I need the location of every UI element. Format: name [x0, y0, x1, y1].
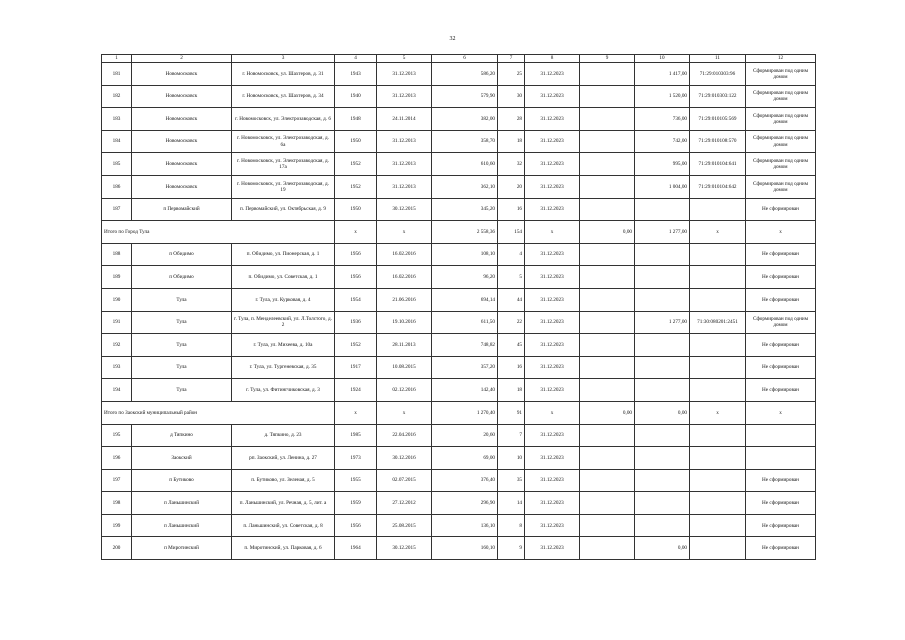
cell-address: п. Миротинский, ул. Парковая, д. 6	[232, 537, 335, 560]
cell-settlement: п Бутиково	[132, 469, 232, 492]
cell-cadastral-number: 71:29:010303:122	[690, 85, 746, 108]
column-header: 2	[132, 55, 232, 63]
subtotal-value-9: 0,00	[580, 401, 635, 424]
cell-residents: 45	[498, 334, 525, 357]
table-row	[102, 514, 816, 537]
cell-year-built: 1954	[335, 288, 377, 311]
cell-land-status: Не сформирован	[746, 198, 816, 221]
cell-row-number: 192	[102, 334, 132, 357]
subtotal-area: 1 270,40	[432, 401, 498, 424]
cell-land-area: 742,00	[635, 130, 690, 153]
cell-year-built: 1948	[335, 108, 377, 131]
subtotal-year-built: х	[335, 401, 377, 424]
cell-deadline: 31.12.2023	[525, 356, 580, 379]
table-row	[102, 424, 816, 447]
cell-cadastral-number: 71:29:010303:96	[690, 63, 746, 86]
cell-value-9	[580, 424, 635, 447]
cell-date: 22.04.2016	[377, 424, 432, 447]
cell-deadline: 31.12.2023	[525, 85, 580, 108]
cell-area: 382,00	[432, 108, 498, 131]
cell-deadline: 31.12.2023	[525, 266, 580, 289]
cell-row-number: 195	[102, 424, 132, 447]
cell-row-number: 182	[102, 85, 132, 108]
cell-address: п. Обидимо, ул. Советская, д. 1	[232, 266, 335, 289]
cell-cadastral-number	[690, 514, 746, 537]
cell-land-area: 1 277,00	[635, 311, 690, 334]
cell-date: 31.12.2013	[377, 130, 432, 153]
cell-settlement: п Ланьшинский	[132, 492, 232, 515]
cell-area: 748,82	[432, 334, 498, 357]
cell-value-9	[580, 63, 635, 86]
cell-deadline: 31.12.2023	[525, 447, 580, 470]
cell-deadline: 31.12.2023	[525, 198, 580, 221]
page-number: 32	[449, 36, 456, 42]
cell-land-area	[635, 334, 690, 357]
cell-area: 69,00	[432, 447, 498, 470]
subtotal-cadastral-number: х	[690, 221, 746, 244]
cell-land-area: 0,00	[635, 537, 690, 560]
cell-deadline: 31.12.2023	[525, 379, 580, 402]
table-row	[102, 379, 816, 402]
cell-year-built: 1955	[335, 469, 377, 492]
cell-address: п. Первомайский, ул. Октябрьская, д. 9	[232, 198, 335, 221]
table-row	[102, 288, 816, 311]
cell-land-status: Сформирован под одним домом	[746, 108, 816, 131]
cell-year-built: 1950	[335, 130, 377, 153]
table-row	[102, 63, 816, 86]
table-row	[102, 266, 816, 289]
cell-address: г. Тула, п. Менделеевский, ул. Л.Толстого, д. 2	[232, 311, 335, 334]
cell-value-9	[580, 492, 635, 515]
cell-year-built: 1952	[335, 175, 377, 198]
cell-cadastral-number: 71:30:080201:2451	[690, 311, 746, 334]
cell-date: 10.08.2015	[377, 356, 432, 379]
table-row	[102, 130, 816, 153]
cell-year-built: 1924	[335, 379, 377, 402]
cell-address: г. Тула, ул. Курковая, д. 4	[232, 288, 335, 311]
cell-cadastral-number	[690, 198, 746, 221]
cell-area: 20,60	[432, 424, 498, 447]
cell-residents: 25	[498, 63, 525, 86]
cell-settlement: Новомосковск	[132, 85, 232, 108]
cell-land-area	[635, 243, 690, 266]
cell-area: 96,20	[432, 266, 498, 289]
cell-cadastral-number	[690, 379, 746, 402]
cell-date: 19.10.2016	[377, 311, 432, 334]
cell-row-number: 183	[102, 108, 132, 131]
column-header: 9	[580, 55, 635, 63]
cell-address: г. Новомосковск, ул. Электрозаводская, д. 6	[232, 108, 335, 131]
column-header: 5	[377, 55, 432, 63]
cell-land-area	[635, 514, 690, 537]
subtotal-date: х	[377, 221, 432, 244]
cell-value-9	[580, 130, 635, 153]
cell-value-9	[580, 108, 635, 131]
cell-value-9	[580, 334, 635, 357]
cell-residents: 14	[498, 492, 525, 515]
cell-date: 02.07.2015	[377, 469, 432, 492]
cell-address: д. Тяпкино, д. 23	[232, 424, 335, 447]
column-header: 11	[690, 55, 746, 63]
cell-date: 24.11.2014	[377, 108, 432, 131]
cell-residents: 32	[498, 153, 525, 176]
cell-area: 358,70	[432, 130, 498, 153]
cell-row-number: 181	[102, 63, 132, 86]
cell-cadastral-number	[690, 288, 746, 311]
cell-year-built: 1952	[335, 334, 377, 357]
cell-deadline: 31.12.2023	[525, 311, 580, 334]
cell-value-9	[580, 356, 635, 379]
cell-year-built: 1940	[335, 85, 377, 108]
column-header: 6	[432, 55, 498, 63]
cell-date: 28.11.2013	[377, 334, 432, 357]
cell-cadastral-number	[690, 424, 746, 447]
cell-deadline: 31.12.2023	[525, 334, 580, 357]
cell-area: 160,10	[432, 537, 498, 560]
subtotal-land-area: 1 277,00	[635, 221, 690, 244]
subtotal-date: х	[377, 401, 432, 424]
cell-area: 296,90	[432, 492, 498, 515]
cell-area: 142,40	[432, 379, 498, 402]
cell-land-area	[635, 288, 690, 311]
cell-land-area	[635, 198, 690, 221]
table-row	[102, 334, 816, 357]
cell-settlement: Тула	[132, 288, 232, 311]
cell-residents: 7	[498, 424, 525, 447]
cell-date: 31.12.2013	[377, 175, 432, 198]
cell-row-number: 199	[102, 514, 132, 537]
column-header: 12	[746, 55, 816, 63]
table-row	[102, 153, 816, 176]
cell-residents: 35	[498, 469, 525, 492]
cell-residents: 30	[498, 85, 525, 108]
subtotal-year-built: х	[335, 221, 377, 244]
cell-address: г. Тула, ул. Тургеневская, д. 35	[232, 356, 335, 379]
cell-row-number: 197	[102, 469, 132, 492]
cell-settlement: Новомосковск	[132, 175, 232, 198]
cell-settlement: Новомосковск	[132, 108, 232, 131]
cell-value-9	[580, 153, 635, 176]
cell-residents: 5	[498, 266, 525, 289]
cell-value-9	[580, 175, 635, 198]
cell-area: 345,20	[432, 198, 498, 221]
cell-deadline: 31.12.2023	[525, 288, 580, 311]
cell-land-status: Сформирован под одним домом	[746, 130, 816, 153]
cell-land-status: Не сформирован	[746, 492, 816, 515]
cell-settlement: Тула	[132, 379, 232, 402]
cell-address: г. Новомосковск, ул. Электрозаводская, д. 17а	[232, 153, 335, 176]
cell-deadline: 31.12.2023	[525, 492, 580, 515]
table-row	[102, 198, 816, 221]
cell-settlement: Тула	[132, 311, 232, 334]
cell-year-built: 1985	[335, 424, 377, 447]
cell-address: г. Новомосковск, ул. Шахтеров, д. 34	[232, 85, 335, 108]
cell-value-9	[580, 85, 635, 108]
table-row	[102, 447, 816, 470]
cell-value-9	[580, 469, 635, 492]
cell-cadastral-number: 71:29:010108:570	[690, 130, 746, 153]
cell-land-status: Не сформирован	[746, 334, 816, 357]
cell-value-9	[580, 243, 635, 266]
column-header: 1	[102, 55, 132, 63]
subtotal-residents: 91	[498, 401, 525, 424]
cell-area: 694,14	[432, 288, 498, 311]
cell-residents: 44	[498, 288, 525, 311]
table-row	[102, 243, 816, 266]
cell-value-9	[580, 198, 635, 221]
cell-row-number: 196	[102, 447, 132, 470]
cell-settlement: Тула	[132, 334, 232, 357]
cell-row-number: 189	[102, 266, 132, 289]
cell-settlement: Новомосковск	[132, 63, 232, 86]
subtotal-label: Итого по Заокский муниципальный район	[102, 401, 335, 424]
cell-cadastral-number	[690, 469, 746, 492]
cell-land-status: Не сформирован	[746, 537, 816, 560]
cell-date: 27.12.2012	[377, 492, 432, 515]
cell-year-built: 1973	[335, 447, 377, 470]
table-row	[102, 469, 816, 492]
cell-land-status: Не сформирован	[746, 266, 816, 289]
cell-deadline: 31.12.2023	[525, 537, 580, 560]
cell-land-area	[635, 447, 690, 470]
cell-land-status: Сформирован под одним домом	[746, 175, 816, 198]
cell-land-area: 736,00	[635, 108, 690, 131]
cell-row-number: 190	[102, 288, 132, 311]
cell-land-area: 1 417,00	[635, 63, 690, 86]
cell-address: г. Тула, ул. Фитингчиковская, д. 3	[232, 379, 335, 402]
column-header: 7	[498, 55, 525, 63]
cell-address: п. Бутиково, ул. Зеленая, д. 5	[232, 469, 335, 492]
cell-area: 579,90	[432, 85, 498, 108]
subtotal-land-area: 0,00	[635, 401, 690, 424]
cell-land-area: 1 520,00	[635, 85, 690, 108]
column-header: 8	[525, 55, 580, 63]
cell-address: г. Тула, ул. Михеева, д. 10а	[232, 334, 335, 357]
cell-row-number: 188	[102, 243, 132, 266]
cell-cadastral-number: 71:29:010105:569	[690, 108, 746, 131]
cell-year-built: 1943	[335, 63, 377, 86]
column-header: 10	[635, 55, 690, 63]
cell-date: 16.02.2016	[377, 243, 432, 266]
cell-deadline: 31.12.2023	[525, 514, 580, 537]
cell-row-number: 200	[102, 537, 132, 560]
cell-residents: 20	[498, 175, 525, 198]
cell-land-area	[635, 266, 690, 289]
table-row	[102, 492, 816, 515]
table-row	[102, 85, 816, 108]
cell-settlement: Новомосковск	[132, 153, 232, 176]
cell-settlement: Тула	[132, 356, 232, 379]
subtotal-area: 2 558,36	[432, 221, 498, 244]
subtotal-cadastral-number: х	[690, 401, 746, 424]
table-row	[102, 537, 816, 560]
cell-settlement: Новомосковск	[132, 130, 232, 153]
cell-residents: 9	[498, 537, 525, 560]
cell-cadastral-number	[690, 243, 746, 266]
cell-residents: 16	[498, 198, 525, 221]
cell-land-status: Не сформирован	[746, 288, 816, 311]
cell-address: п. Обидимо, ул. Пионерская, д. 1	[232, 243, 335, 266]
subtotal-deadline: х	[525, 221, 580, 244]
cell-cadastral-number	[690, 447, 746, 470]
cell-residents: 22	[498, 311, 525, 334]
cell-year-built: 1964	[335, 537, 377, 560]
cell-address: п. Ланьшинский, ул. Советская, д. 8	[232, 514, 335, 537]
cell-row-number: 194	[102, 379, 132, 402]
cell-date: 30.12.2015	[377, 198, 432, 221]
cell-row-number: 187	[102, 198, 132, 221]
cell-land-status: Сформирован под одним домом	[746, 85, 816, 108]
cell-date: 31.12.2013	[377, 153, 432, 176]
cell-deadline: 31.12.2023	[525, 153, 580, 176]
housing-table	[101, 54, 816, 560]
cell-residents: 18	[498, 379, 525, 402]
column-header: 4	[335, 55, 377, 63]
cell-value-9	[580, 288, 635, 311]
subtotal-row	[102, 221, 816, 244]
cell-land-status	[746, 447, 816, 470]
cell-cadastral-number	[690, 356, 746, 379]
cell-settlement: Заокский	[132, 447, 232, 470]
cell-land-area	[635, 469, 690, 492]
cell-cadastral-number	[690, 334, 746, 357]
cell-cadastral-number	[690, 266, 746, 289]
cell-row-number: 198	[102, 492, 132, 515]
cell-address: г. Новомосковск, ул. Электрозаводская, д. 19	[232, 175, 335, 198]
cell-cadastral-number	[690, 492, 746, 515]
cell-area: 586,20	[432, 63, 498, 86]
cell-area: 611,50	[432, 311, 498, 334]
cell-value-9	[580, 514, 635, 537]
cell-year-built: 1956	[335, 266, 377, 289]
cell-deadline: 31.12.2023	[525, 108, 580, 131]
cell-deadline: 31.12.2023	[525, 243, 580, 266]
cell-settlement: п Ланьшинский	[132, 514, 232, 537]
cell-year-built: 1917	[335, 356, 377, 379]
cell-land-status: Сформирован под одним домом	[746, 311, 816, 334]
cell-deadline: 31.12.2023	[525, 175, 580, 198]
cell-land-area: 995,00	[635, 153, 690, 176]
cell-address: г. Новомосковск, ул. Шахтеров, д. 31	[232, 63, 335, 86]
cell-settlement: п Миротинский	[132, 537, 232, 560]
table-body	[102, 55, 816, 560]
cell-year-built: 1950	[335, 198, 377, 221]
cell-land-status: Не сформирован	[746, 514, 816, 537]
cell-settlement: п Обидимо	[132, 243, 232, 266]
cell-settlement: п Обидимо	[132, 266, 232, 289]
cell-date: 30.12.2016	[377, 447, 432, 470]
cell-date: 30.12.2015	[377, 537, 432, 560]
cell-value-9	[580, 537, 635, 560]
cell-land-area: 1 004,00	[635, 175, 690, 198]
cell-value-9	[580, 447, 635, 470]
cell-address: г. Новомосковск, ул. Электрозаводская, д. 6а	[232, 130, 335, 153]
cell-deadline: 31.12.2023	[525, 130, 580, 153]
cell-year-built: 1956	[335, 243, 377, 266]
cell-year-built: 1959	[335, 492, 377, 515]
cell-land-area	[635, 356, 690, 379]
cell-land-area	[635, 379, 690, 402]
cell-value-9	[580, 266, 635, 289]
cell-address: рп. Заокский, ул. Ленина, д. 27	[232, 447, 335, 470]
cell-area: 376,40	[432, 469, 498, 492]
cell-residents: 28	[498, 108, 525, 131]
cell-land-area	[635, 492, 690, 515]
cell-area: 357,20	[432, 356, 498, 379]
cell-settlement: п Первомайский	[132, 198, 232, 221]
cell-date: 02.12.2016	[377, 379, 432, 402]
table-row	[102, 311, 816, 334]
cell-address: п. Ланьшинский, ул. Речная, д. 5, лит. а	[232, 492, 335, 515]
cell-land-status: Не сформирован	[746, 243, 816, 266]
cell-land-status: Не сформирован	[746, 379, 816, 402]
cell-row-number: 191	[102, 311, 132, 334]
cell-residents: 8	[498, 514, 525, 537]
cell-area: 362,10	[432, 175, 498, 198]
cell-land-status: Сформирован под одним домом	[746, 153, 816, 176]
cell-date: 31.12.2013	[377, 63, 432, 86]
cell-settlement: д Тяпкино	[132, 424, 232, 447]
cell-area: 610,60	[432, 153, 498, 176]
subtotal-label: Итого по Город Тула	[102, 221, 335, 244]
cell-area: 108,10	[432, 243, 498, 266]
cell-date: 25.08.2015	[377, 514, 432, 537]
subtotal-deadline: х	[525, 401, 580, 424]
subtotal-residents: 154	[498, 221, 525, 244]
cell-year-built: 1956	[335, 514, 377, 537]
cell-deadline: 31.12.2023	[525, 63, 580, 86]
cell-land-status: Не сформирован	[746, 469, 816, 492]
cell-year-built: 1936	[335, 311, 377, 334]
cell-residents: 18	[498, 130, 525, 153]
cell-area: 136,10	[432, 514, 498, 537]
cell-row-number: 184	[102, 130, 132, 153]
cell-cadastral-number: 71:29:010104:642	[690, 175, 746, 198]
cell-residents: 4	[498, 243, 525, 266]
cell-cadastral-number	[690, 537, 746, 560]
cell-residents: 16	[498, 356, 525, 379]
cell-row-number: 193	[102, 356, 132, 379]
cell-date: 31.12.2013	[377, 85, 432, 108]
cell-land-status	[746, 424, 816, 447]
cell-residents: 10	[498, 447, 525, 470]
cell-row-number: 185	[102, 153, 132, 176]
column-header: 3	[232, 55, 335, 63]
subtotal-land-status: х	[746, 401, 816, 424]
table-row	[102, 108, 816, 131]
cell-deadline: 31.12.2023	[525, 469, 580, 492]
cell-value-9	[580, 311, 635, 334]
cell-date: 21.06.2016	[377, 288, 432, 311]
subtotal-land-status: х	[746, 221, 816, 244]
subtotal-value-9: 0,00	[580, 221, 635, 244]
cell-cadastral-number: 71:29:010104:641	[690, 153, 746, 176]
cell-year-built: 1952	[335, 153, 377, 176]
subtotal-row	[102, 401, 816, 424]
cell-land-status: Сформирован под одним домом	[746, 63, 816, 86]
column-header-row	[102, 55, 816, 63]
cell-row-number: 186	[102, 175, 132, 198]
table-row	[102, 356, 816, 379]
cell-land-status: Не сформирован	[746, 356, 816, 379]
cell-value-9	[580, 379, 635, 402]
cell-land-area	[635, 424, 690, 447]
cell-date: 16.02.2016	[377, 266, 432, 289]
cell-deadline: 31.12.2023	[525, 424, 580, 447]
table-row	[102, 175, 816, 198]
